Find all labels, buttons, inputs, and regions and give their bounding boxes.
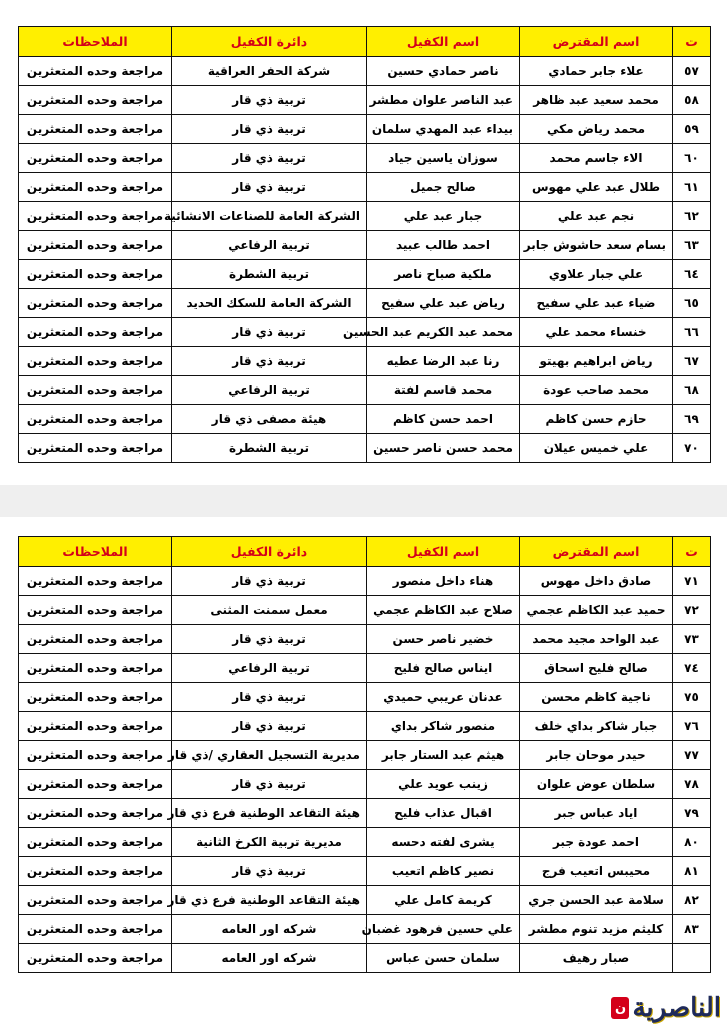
table-row [19, 405, 711, 434]
cell-num: ٧٦ [673, 712, 711, 741]
table-row [19, 144, 711, 173]
cell-num: ٦٦ [673, 318, 711, 347]
cell-borrower: علي جبار علاوي [520, 260, 673, 289]
table-row [19, 115, 711, 144]
cell-num: ٦٤ [673, 260, 711, 289]
cell-num: ٦٧ [673, 347, 711, 376]
cell-num: ٧٩ [673, 799, 711, 828]
table-row [19, 289, 711, 318]
cell-borrower: احمد عودة جبر [520, 828, 673, 857]
cell-notes: مراجعة وحده المتعثرين [19, 86, 172, 115]
cell-guarantor: رياض عبد علي سفيح [367, 289, 520, 318]
cell-department: الشركة العامة للصناعات الانشائية [172, 202, 367, 231]
cell-num: ٧٥ [673, 683, 711, 712]
cell-guarantor: ملكية صباح ناصر [367, 260, 520, 289]
cell-notes: مراجعة وحده المتعثرين [19, 886, 172, 915]
cell-department: شركه اور العامه [172, 944, 367, 973]
table-row [19, 434, 711, 463]
header-row [19, 27, 711, 57]
cell-notes: مراجعة وحده المتعثرين [19, 144, 172, 173]
header-borrower: اسم المقترض [520, 27, 673, 57]
cell-num: ٦٠ [673, 144, 711, 173]
cell-notes: مراجعة وحده المتعثرين [19, 260, 172, 289]
cell-num: ٥٨ [673, 86, 711, 115]
cell-guarantor: محمد حسن ناصر حسين [367, 434, 520, 463]
cell-borrower: محمد رياض مكي [520, 115, 673, 144]
cell-notes: مراجعة وحده المتعثرين [19, 683, 172, 712]
header-row [19, 537, 711, 567]
cell-num: ٨٢ [673, 886, 711, 915]
cell-borrower: صالح فليح اسحاق [520, 654, 673, 683]
cell-department: تربية ذي قار [172, 144, 367, 173]
table-row [19, 886, 711, 915]
cell-borrower: محمد سعيد عبد ظاهر [520, 86, 673, 115]
cell-department: تربية ذي قار [172, 683, 367, 712]
cell-notes: مراجعة وحده المتعثرين [19, 347, 172, 376]
table-row [19, 202, 711, 231]
header-guarantor: اسم الكفيل [367, 537, 520, 567]
header-notes: الملاحظات [19, 27, 172, 57]
cell-guarantor: سلمان حسن عباس [367, 944, 520, 973]
cell-borrower: سلامة عبد الحسن جري [520, 886, 673, 915]
cell-num: ٧٢ [673, 596, 711, 625]
cell-guarantor: علي حسين فرهود غضبان [367, 915, 520, 944]
table-row [19, 231, 711, 260]
cell-borrower: حيدر موحان جابر [520, 741, 673, 770]
table-row [19, 376, 711, 405]
table-row [19, 944, 711, 973]
cell-num: ٦٥ [673, 289, 711, 318]
cell-guarantor: عبد الناصر علوان مطشر [367, 86, 520, 115]
table-sheet-1 [0, 0, 727, 485]
table-row [19, 567, 711, 596]
table-row [19, 741, 711, 770]
cell-guarantor: ناصر حمادي حسين [367, 57, 520, 86]
table-row [19, 770, 711, 799]
cell-notes: مراجعة وحده المتعثرين [19, 712, 172, 741]
cell-borrower: ضياء عبد علي سفيح [520, 289, 673, 318]
cell-borrower: اياد عباس جبر [520, 799, 673, 828]
cell-notes: مراجعة وحده المتعثرين [19, 944, 172, 973]
cell-borrower: سلطان عوض علوان [520, 770, 673, 799]
cell-guarantor: سوزان ياسين جياد [367, 144, 520, 173]
cell-guarantor: منصور شاكر بداي [367, 712, 520, 741]
cell-department: شركه اور العامه [172, 915, 367, 944]
cell-notes: مراجعة وحده المتعثرين [19, 115, 172, 144]
cell-borrower: عبد الواحد مجيد محمد [520, 625, 673, 654]
cell-guarantor: ايناس صالح فليح [367, 654, 520, 683]
header-num: ت [673, 27, 711, 57]
cell-num: ٥٩ [673, 115, 711, 144]
cell-notes: مراجعة وحده المتعثرين [19, 654, 172, 683]
cell-guarantor: احمد حسن كاظم [367, 405, 520, 434]
cell-guarantor: بيداء عبد المهدي سلمان [367, 115, 520, 144]
cell-department: تربية الرفاعي [172, 376, 367, 405]
cell-department: تربية ذي قار [172, 347, 367, 376]
cell-department: تربية ذي قار [172, 770, 367, 799]
cell-guarantor: رنا عبد الرضا عطيه [367, 347, 520, 376]
cell-num: ٧٣ [673, 625, 711, 654]
cell-guarantor: كريمة كامل علي [367, 886, 520, 915]
cell-notes: مراجعة وحده المتعثرين [19, 289, 172, 318]
cell-notes: مراجعة وحده المتعثرين [19, 596, 172, 625]
cell-department: تربية ذي قار [172, 567, 367, 596]
header-guarantor: اسم الكفيل [367, 27, 520, 57]
table-row [19, 625, 711, 654]
cell-guarantor: محمد قاسم لفتة [367, 376, 520, 405]
cell-notes: مراجعة وحده المتعثرين [19, 799, 172, 828]
cell-num: ٨٠ [673, 828, 711, 857]
cell-department: مديرية تربية الكرخ الثانية [172, 828, 367, 857]
cell-department: تربية ذي قار [172, 173, 367, 202]
table-row [19, 260, 711, 289]
cell-department: هيئة مصفى ذي قار [172, 405, 367, 434]
cell-num: ٧٤ [673, 654, 711, 683]
cell-department: تربية ذي قار [172, 318, 367, 347]
cell-department: شركة الحفر العراقية [172, 57, 367, 86]
cell-borrower: علي خميس عيلان [520, 434, 673, 463]
table-row [19, 683, 711, 712]
cell-num [673, 944, 711, 973]
table-row [19, 857, 711, 886]
cell-department: تربية الشطرة [172, 434, 367, 463]
cell-borrower: بسام سعد حاشوش جابر [520, 231, 673, 260]
cell-notes: مراجعة وحده المتعثرين [19, 231, 172, 260]
cell-borrower: حازم حسن كاظم [520, 405, 673, 434]
cell-borrower: محمد صاحب عودة [520, 376, 673, 405]
cell-borrower: ناجية كاظم محسن [520, 683, 673, 712]
watermark-text: الناصرية [632, 993, 721, 1023]
cell-borrower: جبار شاكر بداي خلف [520, 712, 673, 741]
cell-guarantor: اقبال عذاب فليح [367, 799, 520, 828]
cell-borrower: رياض ابراهيم بهيتو [520, 347, 673, 376]
cell-department: الشركة العامة للسكك الحديد [172, 289, 367, 318]
cell-department: معمل سمنت المثنى [172, 596, 367, 625]
cell-borrower: طلال عبد علي مهوس [520, 173, 673, 202]
cell-notes: مراجعة وحده المتعثرين [19, 828, 172, 857]
cell-guarantor: صلاح عبد الكاظم عجمي [367, 596, 520, 625]
cell-department: تربية الرفاعي [172, 231, 367, 260]
cell-borrower: صادق داخل مهوس [520, 567, 673, 596]
cell-notes: مراجعة وحده المتعثرين [19, 318, 172, 347]
cell-notes: مراجعة وحده المتعثرين [19, 741, 172, 770]
cell-notes: مراجعة وحده المتعثرين [19, 57, 172, 86]
cell-guarantor: يشرى لفته دحسه [367, 828, 520, 857]
cell-num: ٦٣ [673, 231, 711, 260]
cell-guarantor: زينب عويد علي [367, 770, 520, 799]
header-borrower: اسم المقترض [520, 537, 673, 567]
cell-department: تربية ذي قار [172, 857, 367, 886]
cell-notes: مراجعة وحده المتعثرين [19, 625, 172, 654]
header-department: دائرة الكفيل [172, 27, 367, 57]
watermark-badge-icon: ن [611, 997, 629, 1019]
table-row [19, 712, 711, 741]
cell-department: تربية ذي قار [172, 115, 367, 144]
cell-num: ٨٣ [673, 915, 711, 944]
cell-notes: مراجعة وحده المتعثرين [19, 434, 172, 463]
cell-guarantor: نصير كاظم اتعيب [367, 857, 520, 886]
cell-notes: مراجعة وحده المتعثرين [19, 915, 172, 944]
cell-borrower: صبار رهيف [520, 944, 673, 973]
cell-num: ٦١ [673, 173, 711, 202]
cell-guarantor: هناء داخل منصور [367, 567, 520, 596]
cell-borrower: نجم عبد علي [520, 202, 673, 231]
table-row [19, 596, 711, 625]
cell-department: هيئة التقاعد الوطنية فرع ذي قار [172, 799, 367, 828]
cell-department: تربية ذي قار [172, 86, 367, 115]
table-row [19, 654, 711, 683]
cell-num: ٨١ [673, 857, 711, 886]
cell-num: ٦٢ [673, 202, 711, 231]
cell-borrower: حميد عبد الكاظم عجمي [520, 596, 673, 625]
cell-department: تربية الشطرة [172, 260, 367, 289]
cell-notes: مراجعة وحده المتعثرين [19, 857, 172, 886]
cell-guarantor: عدنان عريبي حميدي [367, 683, 520, 712]
cell-num: ٥٧ [673, 57, 711, 86]
borrowers-table-2 [18, 536, 711, 973]
table-row [19, 57, 711, 86]
cell-num: ٧٠ [673, 434, 711, 463]
site-watermark-logo [611, 994, 721, 1022]
cell-guarantor: جبار عبد علي [367, 202, 520, 231]
header-department: دائرة الكفيل [172, 537, 367, 567]
cell-guarantor: محمد عبد الكريم عبد الحسين [367, 318, 520, 347]
borrowers-table-1 [18, 26, 711, 463]
table-row [19, 828, 711, 857]
cell-borrower: محيبس اتعيب فرج [520, 857, 673, 886]
cell-department: تربية ذي قار [172, 712, 367, 741]
table-row [19, 915, 711, 944]
cell-notes: مراجعة وحده المتعثرين [19, 567, 172, 596]
table-row [19, 799, 711, 828]
header-num: ت [673, 537, 711, 567]
cell-guarantor: صالح جميل [367, 173, 520, 202]
cell-notes: مراجعة وحده المتعثرين [19, 770, 172, 799]
table-sheet-2 [0, 517, 727, 1024]
cell-num: ٦٩ [673, 405, 711, 434]
cell-guarantor: احمد طالب عبيد [367, 231, 520, 260]
cell-num: ٧٨ [673, 770, 711, 799]
cell-num: ٧٧ [673, 741, 711, 770]
cell-borrower: خنساء محمد علي [520, 318, 673, 347]
cell-notes: مراجعة وحده المتعثرين [19, 202, 172, 231]
cell-department: هيئة التقاعد الوطنية فرع ذي قار [172, 886, 367, 915]
cell-notes: مراجعة وحده المتعثرين [19, 173, 172, 202]
header-notes: الملاحظات [19, 537, 172, 567]
table-row [19, 318, 711, 347]
cell-department: مديرية التسجيل العقاري /ذي قار [172, 741, 367, 770]
table-row [19, 86, 711, 115]
cell-num: ٦٨ [673, 376, 711, 405]
cell-num: ٧١ [673, 567, 711, 596]
table-row [19, 173, 711, 202]
cell-notes: مراجعة وحده المتعثرين [19, 376, 172, 405]
cell-department: تربية الرفاعي [172, 654, 367, 683]
cell-guarantor: هيثم عبد الستار جابر [367, 741, 520, 770]
cell-notes: مراجعة وحده المتعثرين [19, 405, 172, 434]
cell-department: تربية ذي قار [172, 625, 367, 654]
cell-borrower: علاء جابر حمادي [520, 57, 673, 86]
cell-guarantor: خضير ناصر حسن [367, 625, 520, 654]
table-row [19, 347, 711, 376]
cell-borrower: الاء جاسم محمد [520, 144, 673, 173]
cell-borrower: كليثم مزيد تنوم مطشر [520, 915, 673, 944]
